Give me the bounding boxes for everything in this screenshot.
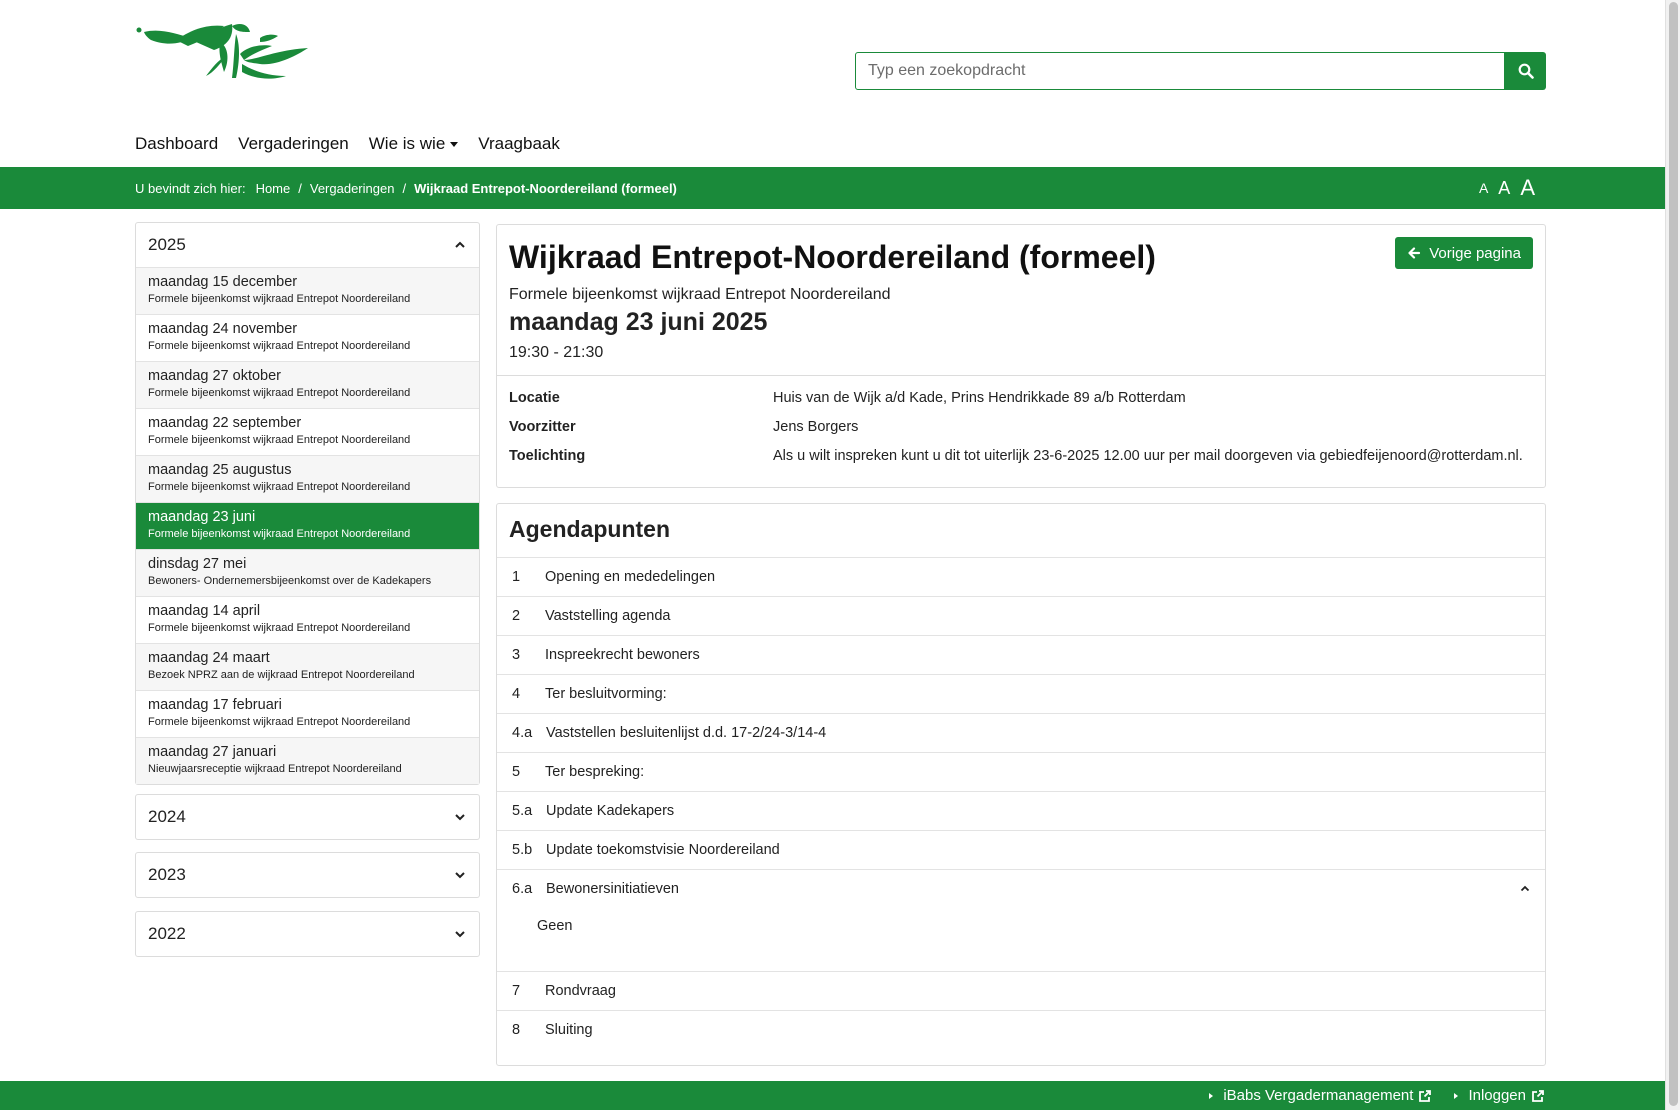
- meeting-list: [136, 267, 479, 784]
- bullet-icon: [1454, 1093, 1458, 1099]
- agenda-number: 8: [512, 1022, 521, 1038]
- year-panel-2025: [135, 222, 480, 785]
- agenda-item[interactable]: [497, 674, 1545, 713]
- meeting-date: dinsdag 27 mei: [148, 556, 247, 572]
- meeting-date: maandag 15 december: [148, 274, 298, 290]
- agenda-label: Update Kadekapers: [546, 803, 675, 819]
- divider: [497, 375, 1545, 376]
- agenda-item[interactable]: [497, 1010, 1545, 1049]
- meeting-subtitle: Formele bijeenkomst wijkraad Entrepot Noordereiland: [148, 434, 411, 446]
- agenda-number: 4.a: [512, 725, 533, 741]
- chevron-down-icon: [453, 810, 467, 824]
- footer-link-login-label: Inloggen: [1468, 1087, 1526, 1104]
- year-toggle-2023[interactable]: [136, 853, 479, 897]
- breadcrumb: [135, 167, 677, 209]
- meeting-subtitle: Formele bijeenkomst wijkraad Entrepot Noordereiland: [148, 387, 411, 399]
- nav-wie-is-wie[interactable]: [369, 134, 459, 154]
- year-label: 2024: [148, 807, 186, 826]
- year-panel-2022: [135, 911, 480, 957]
- year-toggle-2024[interactable]: [136, 795, 479, 839]
- meeting-subtitle: Formele bijeenkomst wijkraad Entrepot Noordereiland: [509, 286, 891, 303]
- external-link-icon: [1418, 1089, 1432, 1103]
- meeting-subtitle: Formele bijeenkomst wijkraad Entrepot Noordereiland: [148, 716, 411, 728]
- agenda-item[interactable]: [497, 557, 1545, 596]
- agenda-item[interactable]: [497, 635, 1545, 674]
- agenda-number: 5.a: [512, 803, 533, 819]
- breadcrumb-separator: /: [298, 180, 302, 196]
- meeting-item[interactable]: [136, 455, 479, 502]
- agenda-item-expanded[interactable]: [497, 869, 1545, 908]
- agenda-item-content: Geen: [537, 918, 573, 934]
- agenda-label: Rondvraag: [545, 983, 616, 999]
- year-toggle-2025[interactable]: [136, 223, 479, 267]
- agenda-label: Update toekomstvisie Noordereiland: [546, 842, 780, 858]
- nav-dashboard[interactable]: Dashboard: [135, 134, 219, 153]
- detail-row-voorzitter: [509, 419, 858, 435]
- meeting-subtitle: Formele bijeenkomst wijkraad Entrepot Noordereiland: [148, 622, 411, 634]
- detail-value: Als u wilt inspreken kunt u dit tot uiterlijk 23-6-2025 12.00 uur per mail doorgeven via gebiedfeijenoord@rotterdam.nl.: [773, 448, 1523, 464]
- font-size-large[interactable]: A: [1520, 175, 1535, 200]
- footer-link-ibabs[interactable]: [1209, 1087, 1432, 1104]
- scrollbar-thumb[interactable]: [1669, 2, 1678, 1106]
- meeting-subtitle: Formele bijeenkomst wijkraad Entrepot Noordereiland: [148, 528, 411, 540]
- agenda-number: 5: [512, 764, 521, 780]
- breadcrumb-home[interactable]: Home: [255, 180, 291, 196]
- meeting-item[interactable]: [136, 596, 479, 643]
- agenda-label: Vaststelling agenda: [545, 608, 671, 624]
- footer: [0, 1081, 1665, 1110]
- meeting-date: maandag 22 september: [148, 415, 302, 431]
- footer-link-login[interactable]: [1454, 1087, 1545, 1104]
- agenda-item[interactable]: [497, 752, 1545, 791]
- agenda-card: [496, 503, 1546, 1066]
- breadcrumb-vergaderingen[interactable]: Vergaderingen: [309, 180, 395, 196]
- meeting-item[interactable]: [136, 314, 479, 361]
- chevron-down-icon: [453, 927, 467, 941]
- font-size-controls: [1479, 167, 1535, 209]
- agenda-item[interactable]: [497, 713, 1545, 752]
- agenda-label: Inspreekrecht bewoners: [545, 647, 700, 663]
- meeting-item[interactable]: [136, 267, 479, 314]
- meeting-date: maandag 27 oktober: [148, 368, 282, 384]
- agenda-item[interactable]: [497, 971, 1545, 1010]
- font-size-small[interactable]: A: [1478, 180, 1489, 196]
- agenda-item[interactable]: [497, 791, 1545, 830]
- breadcrumb-current: Wijkraad Entrepot-Noordereiland (formeel): [414, 180, 677, 196]
- external-link-icon: [1531, 1089, 1545, 1103]
- agenda-number: 7: [512, 983, 521, 999]
- search-icon: [1518, 63, 1534, 79]
- meeting-date: maandag 23 juni 2025: [509, 308, 768, 336]
- dropdown-caret-icon: [450, 142, 458, 147]
- chevron-up-icon: [453, 238, 467, 252]
- meeting-date: maandag 17 februari: [148, 697, 282, 713]
- meeting-item[interactable]: [136, 361, 479, 408]
- meeting-date: maandag 24 maart: [148, 650, 270, 666]
- chevron-down-icon: [453, 868, 467, 882]
- main-nav: [135, 134, 560, 154]
- meeting-item[interactable]: [136, 408, 479, 455]
- agenda-label: Ter bespreking:: [545, 764, 645, 780]
- meeting-subtitle: Nieuwjaarsreceptie wijkraad Entrepot Noordereiland: [148, 763, 402, 775]
- detail-key: Toelichting: [509, 448, 586, 464]
- footer-links: [1209, 1081, 1545, 1110]
- breadcrumb-bar: [0, 167, 1665, 209]
- meeting-date: maandag 27 januari: [148, 744, 277, 760]
- meeting-item[interactable]: [136, 549, 479, 596]
- agenda-number: 3: [512, 647, 521, 663]
- breadcrumb-prefix: U bevindt zich hier:: [135, 180, 246, 196]
- meeting-subtitle: Bewoners- Ondernemersbijeenkomst over de Kadekapers: [148, 575, 432, 587]
- meeting-subtitle: Formele bijeenkomst wijkraad Entrepot Noordereiland: [148, 481, 411, 493]
- meeting-subtitle: Bezoek NPRZ aan de wijkraad Entrepot Noordereiland: [148, 669, 415, 681]
- detail-row-locatie: [509, 390, 1186, 406]
- agenda-number: 6.a: [512, 881, 533, 897]
- breadcrumb-separator: /: [402, 180, 407, 196]
- meeting-item[interactable]: [136, 643, 479, 690]
- agenda-label: Bewonersinitiatieven: [546, 881, 679, 897]
- nav-vraagbaak[interactable]: Vraagbaak: [478, 134, 560, 153]
- agenda-item[interactable]: [497, 596, 1545, 635]
- year-panel-2023: [135, 852, 480, 898]
- meeting-item-active[interactable]: [136, 502, 479, 549]
- meeting-subtitle: Formele bijeenkomst wijkraad Entrepot Noordereiland: [148, 340, 411, 352]
- nav-vergaderingen[interactable]: Vergaderingen: [238, 134, 349, 153]
- detail-value: Huis van de Wijk a/d Kade, Prins Hendrikkade 89 a/b Rotterdam: [773, 390, 1186, 406]
- agenda-number: 5.b: [512, 842, 533, 858]
- page-scrollbar[interactable]: [1665, 0, 1680, 1110]
- meeting-date: maandag 23 juni: [148, 509, 256, 525]
- year-label: 2022: [148, 924, 186, 943]
- font-size-medium[interactable]: A: [1498, 177, 1511, 198]
- footer-link-ibabs-label: iBabs Vergadermanagement: [1223, 1087, 1414, 1104]
- year-label: 2023: [148, 865, 186, 884]
- meeting-item[interactable]: [136, 690, 479, 737]
- agenda-number: 1: [512, 569, 521, 585]
- meeting-detail-card: [496, 224, 1546, 488]
- nav-wie-is-wie-label: Wie is wie: [368, 134, 446, 153]
- back-button-label: Vorige pagina: [1429, 244, 1521, 262]
- meeting-time: 19:30 - 21:30: [509, 344, 604, 361]
- rotterdam-logo[interactable]: [136, 20, 310, 82]
- detail-key: Locatie: [509, 390, 560, 406]
- detail-row-toelichting: [509, 448, 1523, 464]
- agenda-number: 4: [512, 686, 521, 702]
- agenda-title: Agendapunten: [509, 516, 670, 542]
- back-button[interactable]: [1395, 237, 1533, 269]
- search-button[interactable]: [1505, 52, 1546, 90]
- detail-key: Voorzitter: [509, 419, 576, 435]
- meeting-date: maandag 24 november: [148, 321, 298, 337]
- search-input[interactable]: [855, 52, 1505, 90]
- year-panel-2024: [135, 794, 480, 840]
- meeting-date: maandag 25 augustus: [148, 462, 292, 478]
- meeting-date: maandag 14 april: [148, 603, 261, 619]
- year-label: 2025: [148, 235, 186, 254]
- meeting-subtitle: Formele bijeenkomst wijkraad Entrepot Noordereiland: [148, 293, 411, 305]
- arrow-left-icon: [1407, 246, 1421, 260]
- agenda-label: Ter besluitvorming:: [545, 686, 667, 702]
- chevron-up-icon: [1519, 883, 1531, 895]
- detail-value: Jens Borgers: [773, 419, 859, 435]
- agenda-number: 2: [512, 608, 521, 624]
- agenda-label: Opening en mededelingen: [545, 569, 716, 585]
- page-title: Wijkraad Entrepot-Noordereiland (formeel): [509, 239, 1156, 275]
- bullet-icon: [1209, 1093, 1213, 1099]
- agenda-label: Vaststellen besluitenlijst d.d. 17-2/24-3/14-4: [546, 725, 827, 741]
- agenda-label: Sluiting: [545, 1022, 593, 1038]
- agenda-item[interactable]: [497, 830, 1545, 869]
- meeting-item[interactable]: [136, 737, 479, 784]
- year-toggle-2022[interactable]: [136, 912, 479, 956]
- search-bar: [855, 52, 1546, 90]
